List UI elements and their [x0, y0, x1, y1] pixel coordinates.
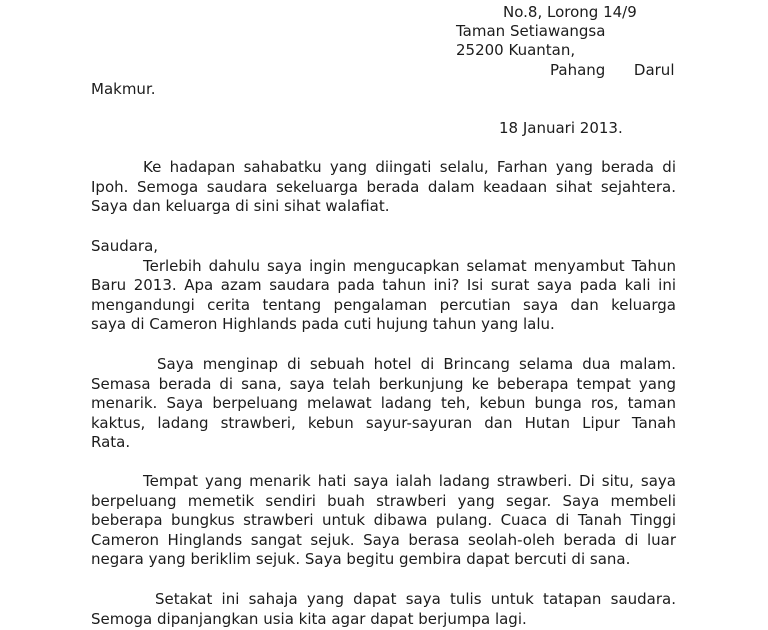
text-line: mengandungi cerita tentang pengalaman percutian saya dan keluarga	[91, 295, 676, 314]
address-line-5: Makmur.	[91, 80, 156, 98]
paragraph-greeting	[91, 158, 676, 217]
text-line: Baru 2013. Apa azam saudara pada tahun ini? Isi surat saya pada kali ini	[91, 276, 676, 295]
address-line-2: Taman Setiawangsa	[456, 22, 606, 40]
text-line: negara yang beriklim sejuk. Saya begitu gembira dapat bercuti di sana.	[91, 550, 631, 569]
address-line-4: Pahang Darul	[550, 61, 675, 79]
text-line: kaktus, ladang strawberi, kebun sayur-sayuran dan Hutan Lipur Tanah	[91, 413, 676, 432]
paragraph-strawberry	[91, 472, 676, 570]
address-line-1: No.8, Lorong 14/9	[503, 3, 637, 21]
paragraph-new-year	[91, 237, 676, 335]
text-line: Cameron Hinglands sangat sejuk. Saya berasa seolah-oleh berada di luar	[91, 530, 676, 549]
paragraph-closing	[91, 590, 676, 629]
text-line: Semoga dipanjangkan usia kita agar dapat berjumpa lagi.	[91, 609, 527, 628]
text-line: Ke hadapan sahabatku yang diingati selalu, Farhan yang berada di	[143, 158, 676, 176]
text-line: Saya dan keluarga di sini sihat walafiat.	[91, 197, 390, 216]
paragraph-hotel	[91, 355, 676, 453]
letter-date: 18 Januari 2013.	[499, 119, 623, 137]
text-line: Semasa berada di sana, saya telah berkunjung ke beberapa tempat yang	[91, 374, 676, 393]
text-line: saya di Cameron Highlands pada cuti hujung tahun yang lalu.	[91, 315, 555, 334]
text-line: Ipoh. Semoga saudara sekeluarga berada dalam keadaan sihat sejahtera.	[91, 177, 676, 196]
text-line: Setakat ini sahaja yang dapat saya tulis untuk tatapan saudara.	[155, 590, 676, 608]
text-line: berpeluang memetik sendiri buah strawberi yang segar. Saya membeli	[91, 491, 676, 510]
text-line: Tempat yang menarik hati saya ialah ladang strawberi. Di situ, saya	[143, 472, 676, 490]
text-line: Saya menginap di sebuah hotel di Brincang selama dua malam.	[157, 355, 676, 373]
text-line: Terlebih dahulu saya ingin mengucapkan selamat menyambut Tahun	[143, 256, 676, 275]
text-line: beberapa bungkus strawberi untuk dibawa pulang. Cuaca di Tanah Tinggi	[91, 511, 676, 530]
salutation: Saudara,	[91, 237, 159, 255]
address-line-3: 25200 Kuantan,	[456, 41, 576, 59]
text-line: Rata.	[91, 433, 131, 452]
text-line: menarik. Saya berpeluang melawat ladang teh, kebun bunga ros, taman	[91, 394, 676, 413]
